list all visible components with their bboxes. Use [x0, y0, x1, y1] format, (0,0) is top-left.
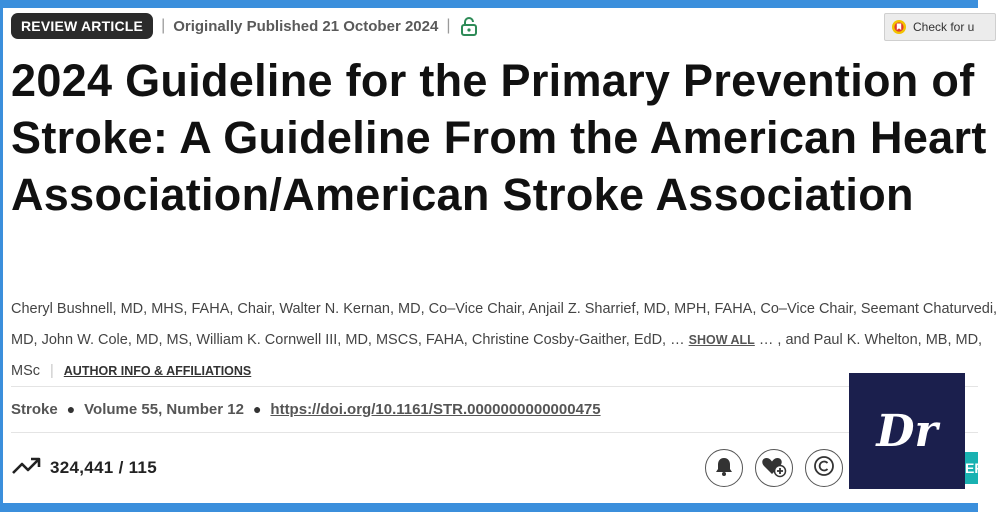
meta-separator: |	[446, 17, 451, 34]
show-all-authors-link[interactable]: SHOW ALL	[688, 333, 755, 347]
metrics-count: 324,441 / 115	[50, 458, 157, 477]
author-names: Cheryl Bushnell, MD, MHS, FAHA, Chair, Walter N. Kernan, MD, Co–Vice Chair, Anjail Z. Sharrief, MD, MPH, FAHA, Co–Vice Chair, Seemant Chaturvedi, MD, John W. Cole, MD, MS, William K. Cornwell III, MD, MSCS, FAHA, Christine Cosby-Gaither, EdD, …	[11, 301, 998, 348]
permissions-button[interactable]	[805, 449, 843, 487]
author-info-affiliations-link[interactable]: AUTHOR INFO & AFFILIATIONS	[63, 364, 252, 378]
heart-plus-icon	[761, 454, 787, 483]
journal-volume: Volume 55, Number 12	[84, 400, 244, 418]
logo-text: Dr	[876, 405, 938, 457]
journal-name: Stroke	[11, 400, 58, 418]
trending-up-icon	[11, 456, 41, 481]
partially-visible-button[interactable]	[965, 452, 984, 484]
window-frame-top	[0, 0, 978, 8]
article-title: 2024 Guideline for the Primary Prevention of Stroke: A Guideline From the American Heart Association/American Stroke Association	[11, 55, 987, 220]
published-date: Originally Published 21 October 2024	[173, 17, 439, 35]
author-names-end: … , and Paul K. Whelton, MB, MD, MSc	[11, 332, 983, 379]
alert-button[interactable]	[705, 449, 743, 487]
partially-visible-button-label: EP	[965, 460, 984, 476]
copyright-icon	[813, 455, 835, 482]
author-divider: |	[50, 363, 54, 379]
divider	[11, 432, 978, 433]
divider	[11, 386, 978, 387]
doi-link[interactable]: https://doi.org/10.1161/STR.0000000000000475	[270, 400, 601, 418]
article-meta-row	[11, 13, 478, 39]
window-frame-left	[0, 0, 3, 512]
bullet-separator: ●	[66, 401, 76, 417]
article-metrics[interactable]	[11, 455, 157, 481]
meta-separator: |	[161, 17, 166, 34]
journal-info	[11, 398, 601, 420]
crossmark-icon	[891, 19, 907, 35]
article-type-badge: REVIEW ARTICLE	[11, 13, 153, 39]
bell-icon	[713, 455, 735, 482]
check-for-updates-label: Check for u	[913, 20, 975, 34]
window-frame-bottom	[0, 503, 978, 512]
bullet-separator: ●	[252, 401, 262, 417]
check-for-updates-button[interactable]	[884, 13, 996, 41]
unlocked-lock-icon	[460, 16, 478, 36]
dr-logo-overlay	[849, 373, 965, 489]
favorite-button[interactable]	[755, 449, 793, 487]
